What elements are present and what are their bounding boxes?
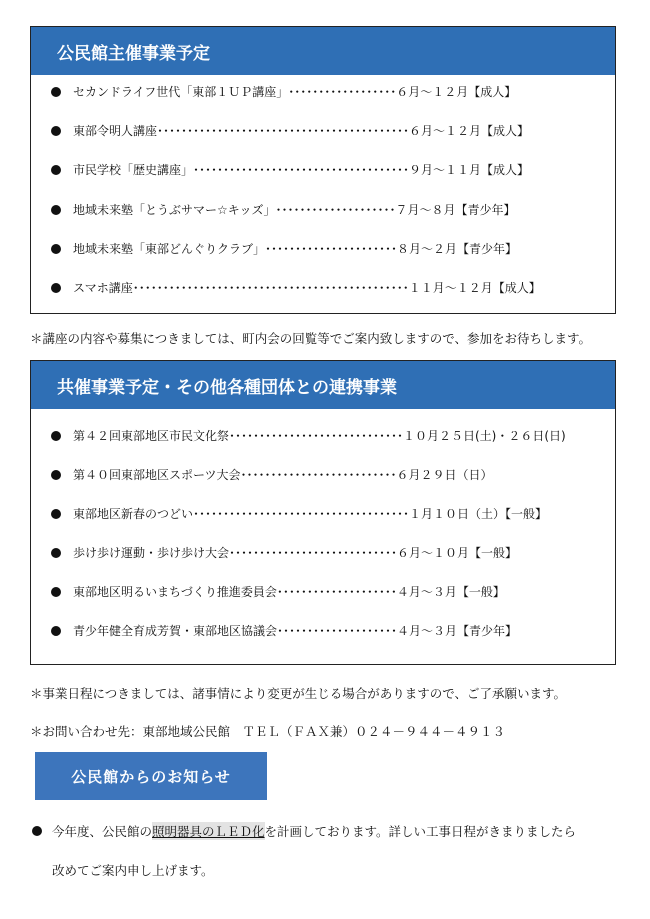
notice-heading-title: 公民館からのお知らせ (71, 767, 231, 786)
note-course-info: ＊講座の内容や募集につきましては、町内会の回覧等でご案内致しますので、参加をお待ちします。 (30, 331, 592, 346)
list-item (51, 466, 493, 483)
section-cohosted-events-header (31, 361, 615, 409)
section-hosted-events (30, 26, 616, 314)
notice-line-2: 改めてご案内申し上げます。 (52, 863, 214, 878)
bullet-icon (51, 126, 61, 136)
bullet-icon (32, 826, 42, 836)
list-item (51, 161, 529, 178)
bullet-icon (51, 548, 61, 558)
list-item (51, 622, 517, 639)
list-item (51, 583, 505, 600)
list-item-text: スマホ講座･･････････････････････････････････････････････１１月～１２月【成人】 (73, 281, 541, 295)
notice-highlight: 照明器具のＬＥＤ化 (152, 824, 265, 839)
list-item (51, 240, 517, 257)
list-item-text: 第４２回東部地区市民文化祭･････････････････････････････１０月２５日(土)・２６日(日) (73, 429, 566, 443)
bullet-icon (51, 283, 61, 293)
list-item-text: セカンドライフ世代「東部１ＵＰ講座」･･････････････････６月～１２月【成人】 (73, 85, 517, 99)
list-item-text: 青少年健全育成芳賀・東部地区協議会････････････････････４月～３月【青少年】 (73, 624, 518, 638)
list-item-text: 市民学校「歴史講座」････････････････････････････････････９月～１１月【成人】 (73, 163, 530, 177)
list-item-text: 東部地区明るいまちづくり推進委員会････････････････････４月～３月【一般】 (73, 585, 505, 599)
list-item-text: 東部令明人講座･･････････････････････････････････････････６月～１２月【成人】 (73, 124, 530, 138)
list-item (51, 427, 566, 444)
list-item-text: 東部地区新春のつどい････････････････････････････････････１月１０日（土）【一般】 (73, 507, 548, 521)
contact-info: ＊お問い合わせ先：東部地域公民館 ＴＥＬ（ＦＡＸ兼）０２４－９４４－４９１３ (30, 724, 506, 739)
list-item-text: 地域未来塾「東部どんぐりクラブ」･･････････････････････８月～２月【青少年】 (73, 242, 518, 256)
bullet-icon (51, 87, 61, 97)
list-item (51, 544, 517, 561)
list-item (51, 505, 547, 522)
bullet-icon (51, 431, 61, 441)
section-cohosted-events (30, 360, 616, 665)
bullet-icon (51, 509, 61, 519)
list-item (51, 83, 516, 100)
bullet-icon (51, 470, 61, 480)
list-item-text: 第４０回東部地区スポーツ大会･･････････････････････････６月２９日（日） (73, 468, 493, 482)
bullet-icon (51, 244, 61, 254)
list-item-text: 地域未来塾「とうぶサマー☆キッズ」････････････････････７月～８月【青少年】 (73, 203, 516, 217)
list-item (51, 201, 516, 218)
notice-text-pre: 今年度、公民館の (52, 824, 153, 839)
bullet-icon (51, 587, 61, 597)
list-item (51, 279, 541, 296)
list-item-text: 歩け歩け運動・歩け歩け大会････････････････････････････６月～１０月【一般】 (73, 546, 518, 560)
notice-heading (35, 752, 267, 800)
section-cohosted-events-title: 共催事業予定・その他各種団体との連携事業 (57, 378, 397, 398)
notice-text-post: を計画しております。詳しい工事日程がきまりましたら (264, 824, 577, 839)
bullet-icon (51, 165, 61, 175)
bullet-icon (51, 626, 61, 636)
notice-line-1 (32, 822, 576, 840)
list-item (51, 122, 529, 139)
section-hosted-events-title: 公民館主催事業予定 (57, 44, 210, 64)
note-schedule-change: ＊事業日程につきましては、諸事情により変更が生じる場合がありますので、ご了承願います。 (30, 686, 567, 701)
section-hosted-events-header (31, 27, 615, 75)
bullet-icon (51, 205, 61, 215)
